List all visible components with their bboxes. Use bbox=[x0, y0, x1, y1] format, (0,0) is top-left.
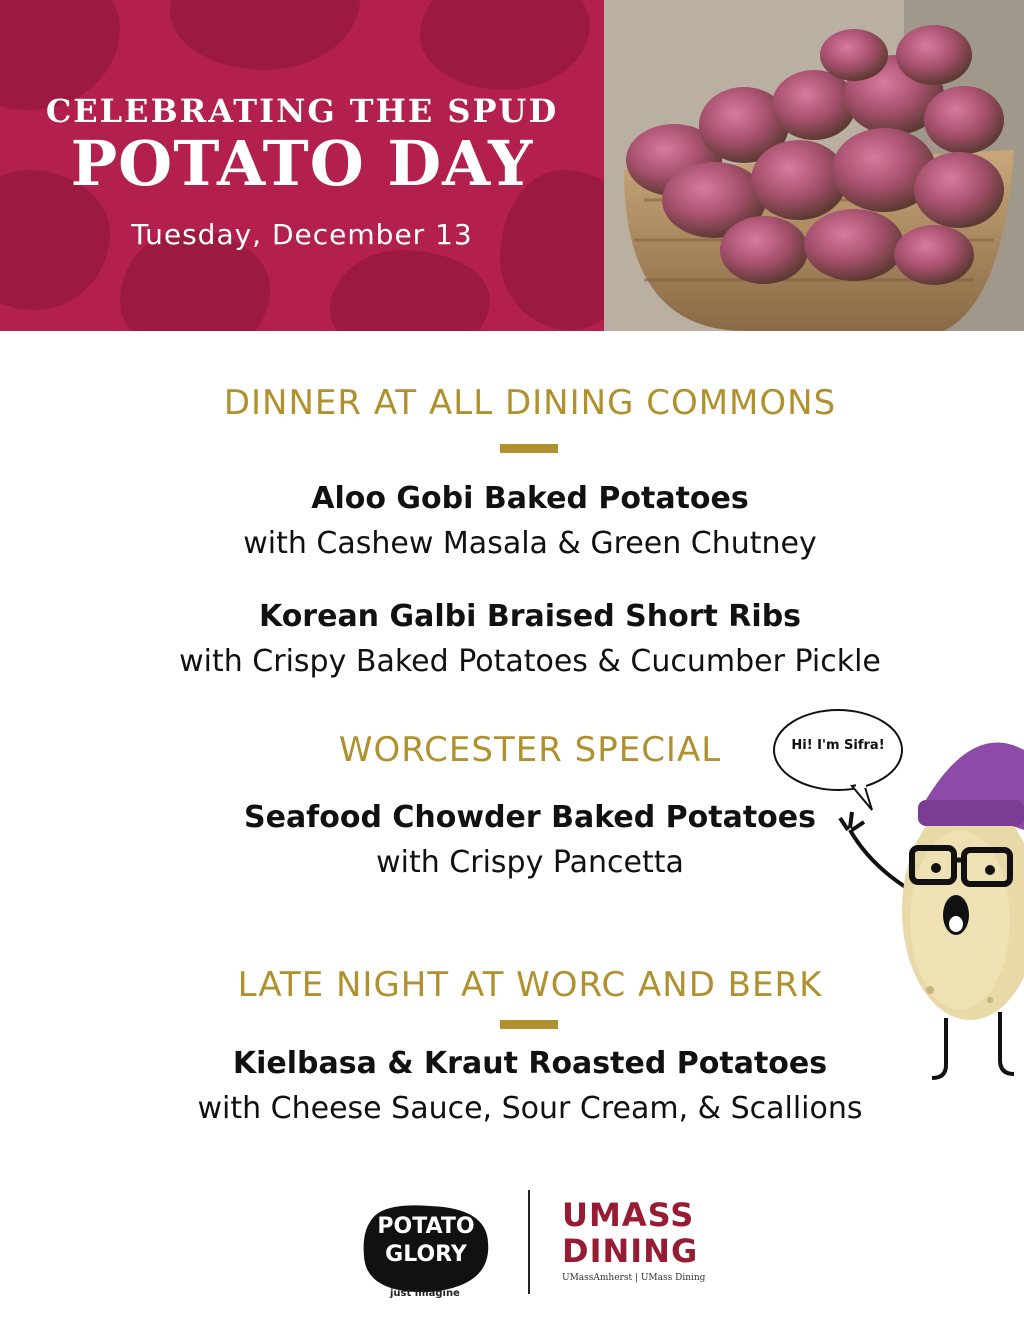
potato-basket-illustration bbox=[604, 0, 1024, 331]
umass-logo-line2: DINING bbox=[562, 1232, 699, 1270]
page-title: POTATO DAY bbox=[70, 127, 534, 200]
decor-blob bbox=[170, 0, 360, 70]
menu-item-desc: with Crispy Pancetta bbox=[376, 845, 684, 880]
footer-logos bbox=[0, 1180, 1024, 1320]
menu-item-name: Kielbasa & Kraut Roasted Potatoes bbox=[232, 1046, 828, 1081]
header-kicker: CELEBRATING THE SPUD bbox=[45, 92, 559, 130]
menu-item-name: Seafood Chowder Baked Potatoes bbox=[243, 800, 816, 835]
potato-mascot-icon bbox=[760, 700, 1024, 1100]
potato-glory-tagline: just imagine bbox=[390, 1288, 460, 1299]
menu-item-desc: with Cashew Masala & Green Chutney bbox=[243, 526, 817, 561]
decor-blob bbox=[330, 250, 490, 331]
potato-basket-photo bbox=[604, 0, 1024, 331]
header-banner bbox=[0, 0, 604, 331]
menu-item bbox=[0, 599, 1024, 679]
menu-item-name: Korean Galbi Braised Short Ribs bbox=[258, 599, 802, 634]
section-divider bbox=[500, 1020, 558, 1029]
section-heading-worcester: WORCESTER SPECIAL bbox=[338, 730, 722, 770]
menu-item-desc: with Cheese Sauce, Sour Cream, & Scallions bbox=[197, 1091, 863, 1126]
menu-item-desc: with Crispy Baked Potatoes & Cucumber Pickle bbox=[179, 644, 881, 679]
menu-item bbox=[0, 481, 1024, 561]
decor-blob bbox=[420, 0, 590, 90]
logo-divider bbox=[528, 1190, 530, 1294]
potato-glory-line2: GLORY bbox=[385, 1242, 467, 1267]
umass-logo-line1: UMASS bbox=[562, 1196, 695, 1234]
mascot-speech-text: Hi! I'm Sifra! bbox=[791, 738, 885, 753]
potato-glory-line1: POTATO bbox=[377, 1214, 475, 1239]
section-heading-dinner: DINNER AT ALL DINING COMMONS bbox=[223, 383, 837, 423]
menu-item-name: Aloo Gobi Baked Potatoes bbox=[311, 481, 749, 516]
umass-logo-subtitle: UMassAmherst | UMass Dining bbox=[562, 1273, 706, 1283]
section-divider bbox=[500, 444, 558, 453]
section-heading-late-night: LATE NIGHT AT WORC AND BERK bbox=[237, 965, 823, 1005]
event-date: Tuesday, December 13 bbox=[131, 218, 473, 251]
